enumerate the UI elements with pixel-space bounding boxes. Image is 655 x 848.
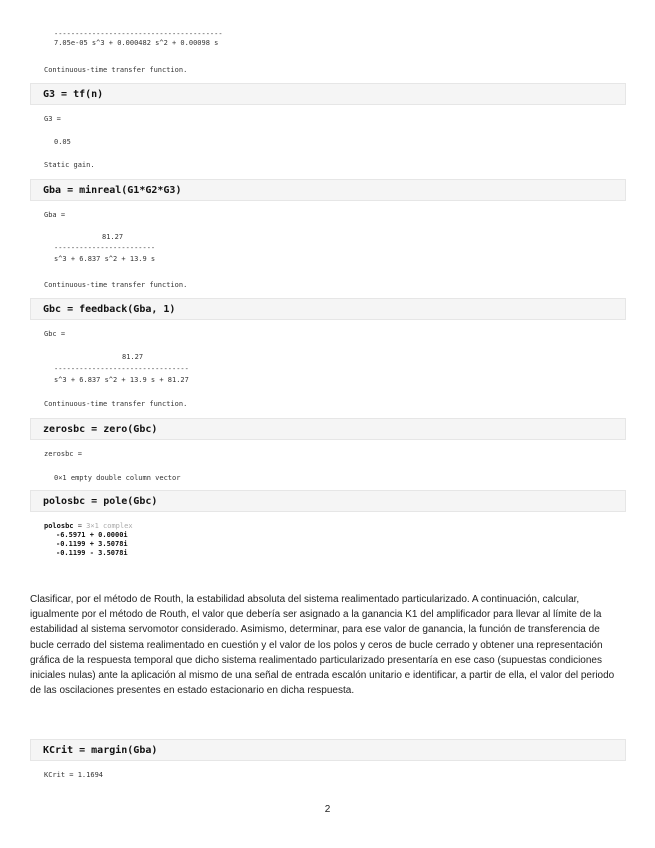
gbc-denominator: s^3 + 6.837 s^2 + 13.9 s + 81.27 xyxy=(54,376,189,384)
gba-lhs: Gba = xyxy=(44,211,66,219)
page-number: 2 xyxy=(324,804,331,815)
zerosbc-value: 0×1 empty double column vector xyxy=(54,474,181,482)
code-text: KCrit = margin(Gba) xyxy=(43,745,158,756)
code-cell-gbc[interactable] xyxy=(30,298,626,320)
g2-dashes: ---------------------------------------- xyxy=(54,30,223,38)
gba-type-label: Continuous-time transfer function. xyxy=(44,281,188,289)
g3-type-label: Static gain. xyxy=(44,161,95,169)
gba-numerator: 81.27 xyxy=(102,233,124,241)
code-text: Gba = minreal(G1*G2*G3) xyxy=(43,185,182,196)
code-cell-polosbc[interactable] xyxy=(30,490,626,512)
polosbc-row: -0.1199 + 3.5078i xyxy=(56,540,128,548)
polosbc-row: -6.5971 + 0.0000i xyxy=(56,531,128,539)
g2-denominator: 7.05e-05 s^3 + 0.000482 s^2 + 0.00098 s xyxy=(54,39,219,47)
g3-value: 0.05 xyxy=(54,138,71,146)
gbc-numerator: 81.27 xyxy=(122,353,144,361)
code-cell-zerosbc[interactable] xyxy=(30,418,626,440)
code-cell-gba[interactable] xyxy=(30,179,626,201)
polosbc-size-note: 3×1 complex xyxy=(86,522,133,530)
gba-denominator: s^3 + 6.837 s^2 + 13.9 s xyxy=(54,255,156,263)
g3-lhs: G3 = xyxy=(44,115,61,123)
gbc-type-label: Continuous-time transfer function. xyxy=(44,400,188,408)
code-text: Gbc = feedback(Gba, 1) xyxy=(43,304,176,315)
gba-dashes: ------------------------ xyxy=(54,244,156,252)
polosbc-header xyxy=(44,522,133,531)
polosbc-row: -0.1199 - 3.5078i xyxy=(56,549,128,557)
zerosbc-lhs: zerosbc = xyxy=(44,450,82,458)
polosbc-lhs-eq: = xyxy=(77,522,82,530)
code-text: polosbc = pole(Gbc) xyxy=(43,496,158,507)
code-cell-kcrit[interactable] xyxy=(30,739,626,761)
gbc-lhs: Gbc = xyxy=(44,330,66,338)
code-text: G3 = tf(n) xyxy=(43,89,104,100)
exercise-paragraph: Clasificar, por el método de Routh, la estabilidad absoluta del sistema realimentado particularizado. A continuación, calcular, igualmente por el método de Routh, el valor que debería ser asignado a la ganancia K1 del amplificador para llevar al límite de la estabilidad al sistema servomotor considerado. Asimismo, determinar, para ese valor de ganancia, la función de transferencia de bucle cerrado del sistema realimentado en cuestión y el valor de los polos y ceros de bucle cerrado y obtener una representación gráfica de la respuesta temporal que dicho sistema realimentado particularizado presentaría en ese caso (supuestas condiciones iniciales nulas) ante la aplicación al mismo de una señal de entrada escalón unitario e identificar, a partir de ella, el valor del periodo de las oscilaciones presentes en estado estacionario en dicha respuesta. xyxy=(30,594,615,697)
code-text: zerosbc = zero(Gbc) xyxy=(43,424,158,435)
gbc-dashes: -------------------------------- xyxy=(54,365,189,373)
kcrit-result: KCrit = 1.1694 xyxy=(44,771,104,779)
code-cell-g3[interactable] xyxy=(30,83,626,105)
g2-type-label: Continuous-time transfer function. xyxy=(44,66,188,74)
polosbc-lhs-name: polosbc xyxy=(44,522,74,530)
